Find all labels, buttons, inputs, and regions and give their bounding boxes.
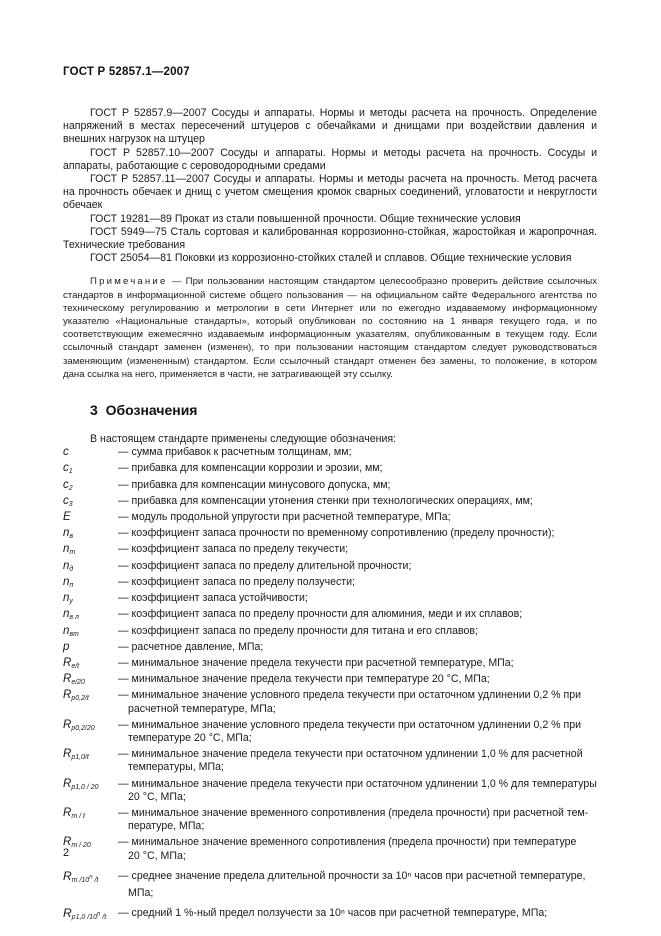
symbol-entry — [63, 778, 597, 804]
symbol: $R_{p1,0 / 20}$ — [63, 777, 99, 791]
page-content — [63, 107, 597, 924]
symbol-description: — коэффициент запаса устойчивости; — [118, 592, 308, 605]
symbol-entry — [63, 625, 597, 641]
note-label: Примечание — [90, 276, 168, 288]
symbol: $R_{p1,0/t}$ — [63, 748, 89, 762]
symbol: $c_3$ — [63, 494, 73, 508]
section-heading — [90, 401, 597, 419]
page-number: 2 — [63, 847, 70, 859]
symbol-entry — [63, 495, 597, 511]
symbol: $R_{m /10^n /t}$ — [63, 868, 99, 884]
symbol-description: — коэффициент запаса прочности по временному сопротивлению (пределу прочности); — [118, 527, 555, 540]
symbol-entry — [63, 608, 597, 624]
symbol-entry — [63, 641, 597, 657]
symbol-entry — [63, 657, 597, 673]
reference-item: ГОСТ 5949—75 Сталь сортовая и калиброванная коррозионно-стойкая, жаростойкая и жаропрочная. Технические требования — [63, 225, 597, 252]
normative-references-list — [63, 107, 597, 265]
symbol-description: — минимальное значение предела текучести при остаточном удлинении 1,0 % для расчетной температуры, МПа; — [118, 748, 583, 774]
symbol-entry — [63, 719, 597, 745]
symbol-entry — [63, 479, 597, 495]
symbol-entry — [63, 907, 597, 924]
symbol-description: — минимальное значение временного сопротивления (предела прочности) при расчетной тем- пературе, МПа; — [118, 806, 589, 833]
symbol-description: — средний 1 %-ный предел ползучести за 10ⁿ часов при расчетной температуре, МПа; — [118, 907, 548, 920]
symbol-description: — минимальное значение предела текучести при остаточном удлинении 1,0 % для температуры 20 °С, МПа; — [118, 777, 597, 803]
symbol-entry — [63, 543, 597, 559]
symbol-description: — прибавка для компенсации минусового допуска, мм; — [118, 478, 391, 491]
symbol: $n_т$ — [63, 543, 76, 557]
symbol-entry — [63, 527, 597, 543]
symbol-entry — [63, 748, 597, 774]
symbol-description: — минимальное значение временного сопротивления (предела прочности) при температуре 20 °С, МПа; — [118, 836, 577, 862]
symbol: c — [63, 446, 69, 459]
symbol-description: — прибавка для компенсации коррозии и эрозии, мм; — [118, 462, 383, 475]
symbol-description: — прибавка для компенсации утонения стенки при технологических операциях, мм; — [118, 494, 533, 507]
symbol-description: — минимальное значение предела текучести при расчетной температуре, МПа; — [118, 656, 514, 669]
note-text: — При пользовании настоящим стандартом целесообразно проверить действие ссылочных стандартов в информационной системе общего пользования — на официальном сайте Федерального агентства по техническому регулированию и метрологии в сети Интернет или по ежегодно издаваемому информационному указателю «Национальные стандарты», который опубликован по состоянию на 1 января текущего года, и по соответствующим ежемесячно издаваемым информационным указателям, опубликованным в текущем году. Если ссылочный стандарт заменен (изменен), то при пользовании настоящим стандартом следует руководствоваться заменяющим (измененным) стандартом. Если ссылочный стандарт отменен без замены, то положение, в котором дана ссылка на него, применяется в части, не затрагивающей эту ссылку. — [63, 276, 597, 380]
symbol: $n_{вт}$ — [63, 624, 79, 638]
symbol-entry — [63, 592, 597, 608]
symbol: $n_в$ — [63, 527, 74, 541]
reference-item: ГОСТ Р 52857.10—2007 Сосуды и аппараты. Нормы и методы расчета на прочность. Сосуды и аппараты, работающие с сероводородными средами — [63, 146, 597, 172]
symbol-entry — [63, 870, 597, 900]
symbol-description: — коэффициент запаса по пределу текучести; — [118, 543, 349, 556]
symbol: $R_{p0,2/20}$ — [63, 718, 95, 732]
symbol: $R_{m / 20}$ — [63, 836, 91, 850]
symbol-description: — минимальное значение условного предела текучести при остаточном удлинении 0,2 % при расчетной температуре, МПа; — [118, 689, 582, 715]
symbol: $n_{в л}$ — [63, 608, 79, 622]
reference-item: ГОСТ Р 52857.11—2007 Сосуды и аппараты. Нормы и методы расчета на прочность. Метод расчета на прочность обечаек и днищ с учетом смещения кромок сварных соединений, угловатости и некруглости обечаек — [63, 173, 597, 212]
symbol-description: — минимальное значение условного предела текучести при остаточном удлинении 0,2 % при температуре 20 °С, МПа; — [118, 718, 582, 744]
symbol-description: — коэффициент запаса по пределу прочности для титана и его сплавов; — [118, 624, 478, 637]
symbols-list — [63, 446, 597, 924]
symbol-description: — минимальное значение предела текучести при температуре 20 °С, МПа; — [118, 673, 490, 686]
section-number: 3 — [90, 402, 98, 419]
symbol-entry — [63, 689, 597, 715]
symbol: $n_д$ — [63, 559, 74, 573]
section-intro: В настоящем стандарте применены следующие обозначения: — [90, 433, 397, 446]
symbol-description: — среднее значение предела длительной прочности за 10ⁿ часов при расчетной температуре, МПа; — [118, 869, 586, 899]
symbol: E — [63, 511, 71, 524]
running-header: ГОСТ Р 52857.1—2007 — [63, 66, 190, 78]
section-title: Обозначения — [105, 402, 198, 419]
symbol: $R_{p1,0 /10^n /t}$ — [63, 906, 107, 922]
symbol-entry — [63, 836, 597, 862]
symbol-entry — [63, 446, 597, 462]
reference-item: ГОСТ 25054—81 Поковки из коррозионно-стойких сталей и сплавов. Общие технические условия — [90, 252, 572, 265]
symbol-entry — [63, 462, 597, 478]
symbol: p — [63, 640, 70, 653]
reference-item: ГОСТ 19281—89 Прокат из стали повышенной прочности. Общие технические условия — [90, 212, 521, 225]
reference-item: ГОСТ Р 52857.9—2007 Сосуды и аппараты. Нормы и методы расчета на прочность. Определение напряжений в местах пересечений штуцеров с обечайками и днищами при воздействии давления и внешних нагрузок на штуцер — [63, 107, 597, 146]
note-paragraph — [63, 275, 597, 381]
symbol-entry — [63, 807, 597, 833]
symbol-description: — сумма прибавок к расчетным толщинам, мм; — [118, 446, 352, 459]
symbol-description: — коэффициент запаса по пределу длительной прочности; — [118, 559, 412, 572]
symbol: $R_{e/20}$ — [63, 673, 85, 687]
symbol: $n_п$ — [63, 575, 74, 589]
symbol-description: — коэффициент запаса по пределу ползучести; — [118, 575, 356, 588]
symbol-entry — [63, 560, 597, 576]
symbol: $R_{p0,2/t}$ — [63, 689, 89, 703]
symbol: $n_у$ — [63, 592, 73, 606]
symbol-entry — [63, 673, 597, 689]
symbol-description: — коэффициент запаса по пределу прочности для алюминия, меди и их сплавов; — [118, 608, 523, 621]
symbol-description: — расчетное давление, МПа; — [118, 640, 264, 653]
symbol: $R_{m / t}$ — [63, 806, 85, 820]
symbol-entry — [63, 511, 597, 527]
symbol: $c_1$ — [63, 462, 73, 476]
symbol: $R_{e/t}$ — [63, 656, 80, 670]
symbol: $c_2$ — [63, 478, 73, 492]
symbol-description: — модуль продольной упругости при расчетной температуре, МПа; — [118, 511, 451, 524]
symbol-entry — [63, 576, 597, 592]
